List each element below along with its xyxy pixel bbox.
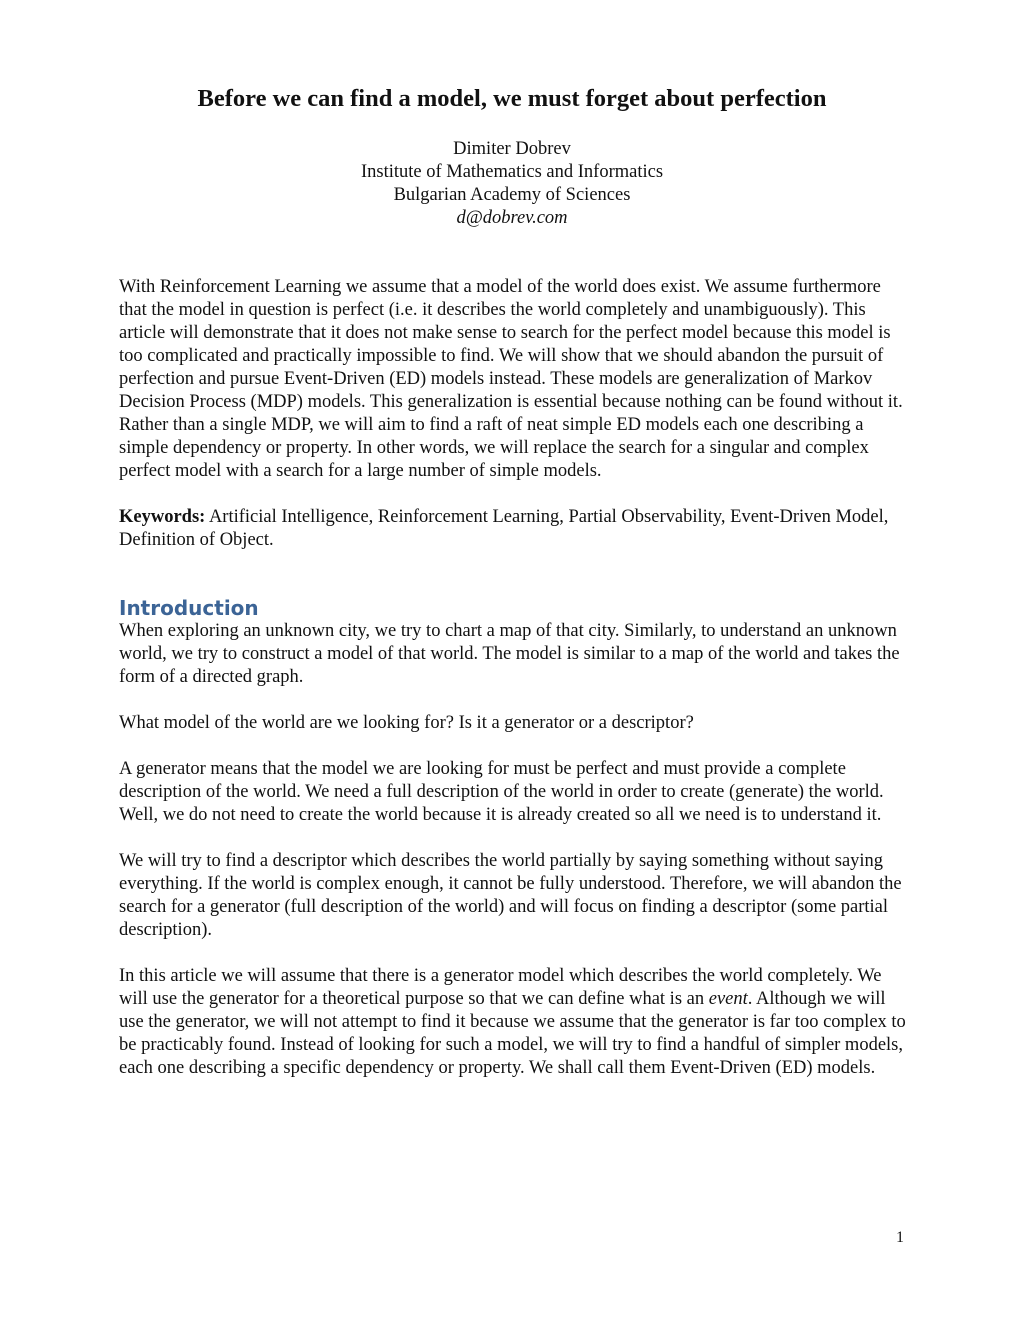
page-number: 1: [896, 1229, 904, 1246]
author-email: d@dobrev.com: [456, 208, 568, 228]
intro-paragraph-1: When exploring an unknown city, we try to chart a map of that city. Similarly, to understand an unknown world, we try to construct a model of that world. The model is similar to a map of the world and takes the form of a directed graph.: [119, 621, 900, 687]
intro-p5-emphasis: event: [708, 989, 748, 1009]
intro-paragraph-5: [119, 965, 909, 1080]
intro-paragraph-2: What model of the world are we looking for? Is it a generator or a descriptor?: [119, 713, 694, 733]
author-name: Dimiter Dobrev: [453, 139, 571, 159]
abstract-paragraph: With Reinforcement Learning we assume that a model of the world does exist. We assume furthermore that the model in question is perfect (i.e. it describes the world completely and unambiguously). This article will demonstrate that it does not make sense to search for the perfect model because this model is too complicated and practically impossible to find. We will show that we should abandon the pursuit of perfection and pursue Event-Driven (ED) models instead. These models are generalization of Markov Decision Process (MDP) models. This generalization is essential because nothing can be found without it. Rather than a single MDP, we will aim to find a raft of neat simple ED models each one describing a simple dependency or property. In other words, we will replace the search for a singular and complex perfect model with a search for a large number of simple models.: [119, 277, 903, 481]
intro-paragraph-3: A generator means that the model we are looking for must be perfect and must provide a complete description of the world. We need a full description of the world in order to create (generate) the world. Well, we do not need to create the world because it is already created so all we need is to understand it.: [119, 759, 884, 825]
keywords-paragraph: [119, 506, 909, 552]
affiliation-institute: Institute of Mathematics and Informatics: [360, 162, 664, 182]
intro-p5-end: . Although we will use the generator, we will not attempt to find it because we assume that the generator is far too complex to be practicably found. Instead of looking for such a model, we will try to find a handful of simpler models, each one describing a specific dependency or property. We shall call them Event-Driven (ED) models.: [119, 989, 906, 1078]
intro-p5-start: In this article we will assume that there is a generator model which describes the world completely. We will use the generator for a theoretical purpose so that we can define what is an: [119, 966, 882, 1009]
intro-paragraph-4: We will try to find a descriptor which describes the world partially by saying something without saying everything. If the world is complex enough, it cannot be fully understood. Therefore, we will abandon the search for a generator (full description of the world) and will focus on finding a descriptor (some partial description).: [119, 851, 902, 940]
author-block: [0, 138, 1024, 230]
section-heading-introduction: Introduction: [119, 596, 259, 620]
keywords-label: Keywords:: [119, 507, 206, 527]
paper-title: Before we can find a model, we must forget about perfection: [197, 85, 827, 112]
paper-body: [119, 276, 909, 1103]
affiliation-academy: Bulgarian Academy of Sciences: [393, 185, 631, 205]
keywords-text: Artificial Intelligence, Reinforcement Learning, Partial Observability, Event-Driven Model, Definition of Object.: [119, 507, 889, 550]
